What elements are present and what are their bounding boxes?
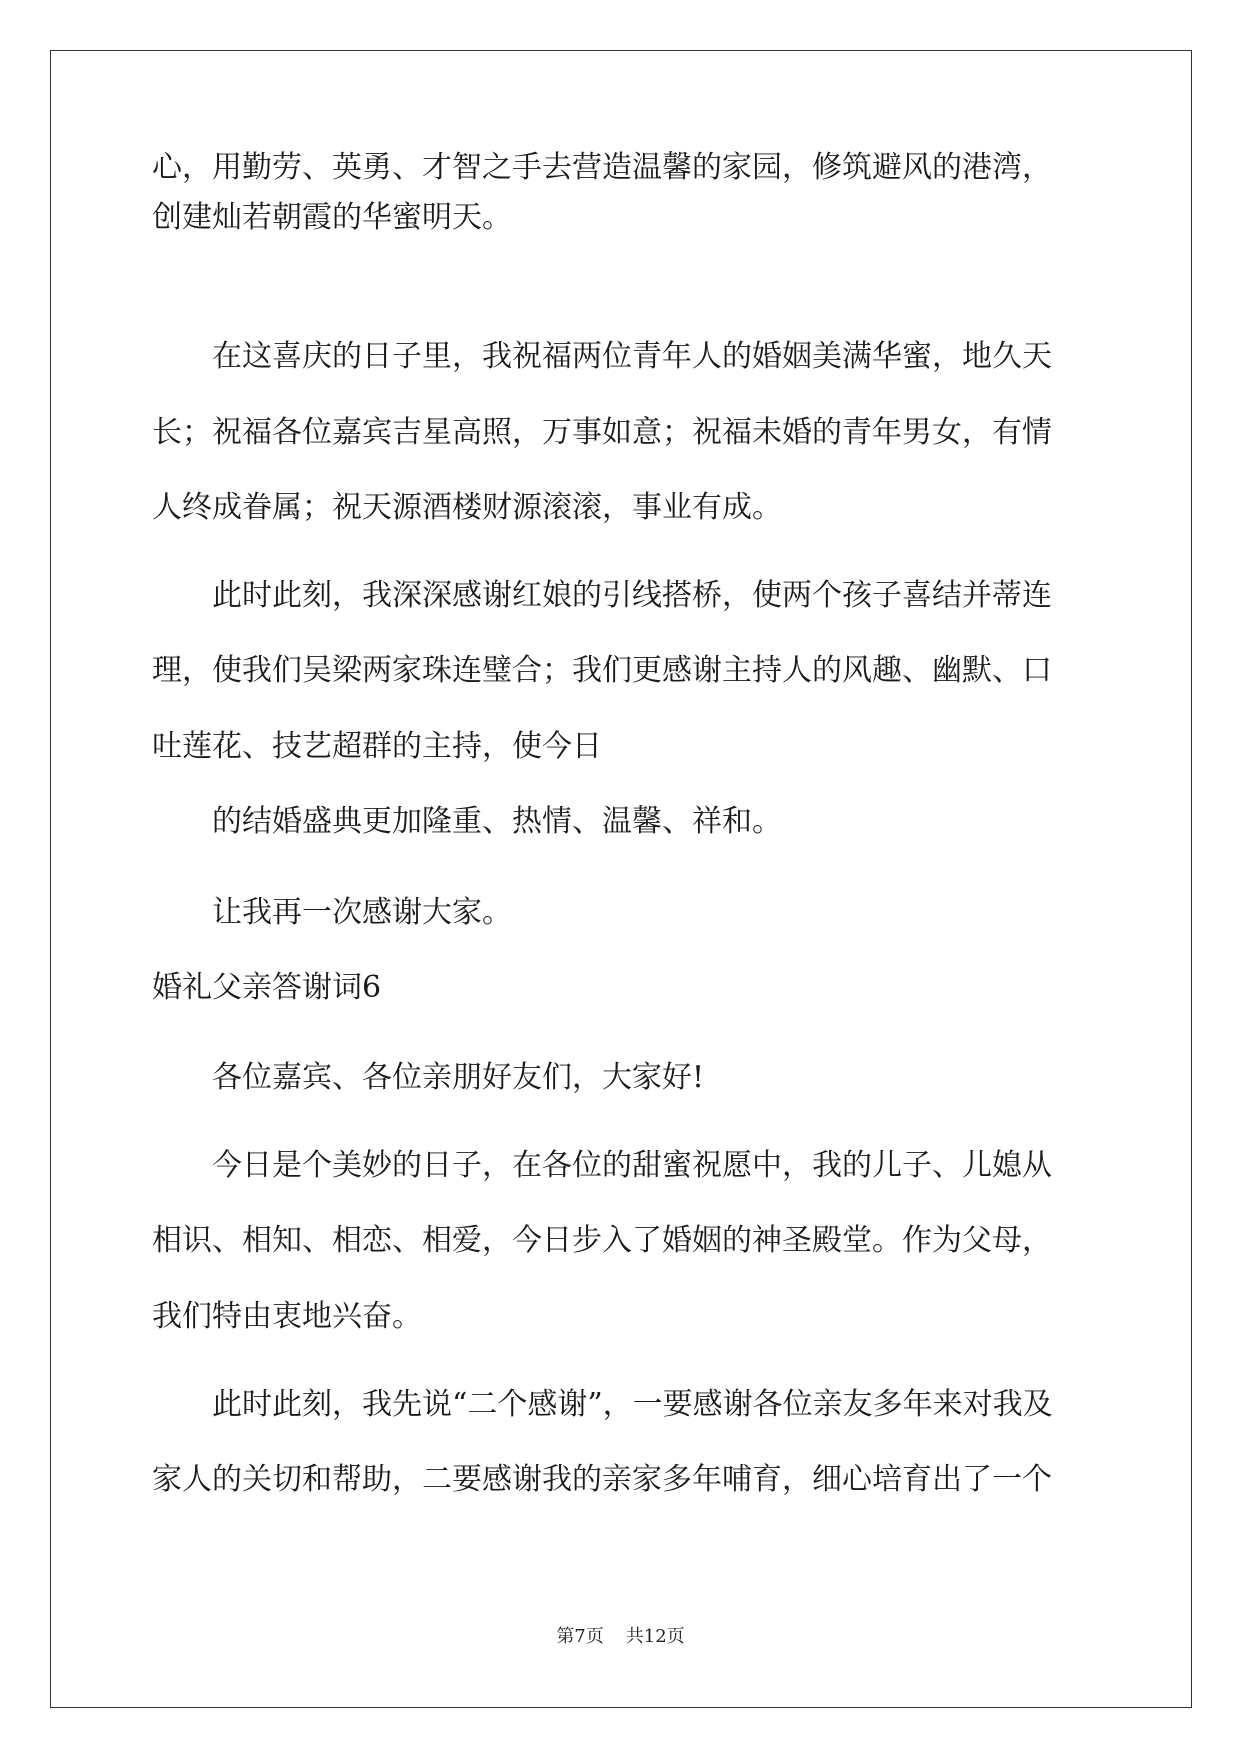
text-line: 创建灿若朝霞的华蜜明天。 [152,200,512,235]
page-number: 第7页 [556,1626,604,1647]
text-line: 长；祝福各位嘉宾吉星高照，万事如意；祝福未婚的青年男女，有情 [152,415,1052,450]
page-footer [0,1625,1241,1649]
text-line: 此时此刻，我先说“二个感谢”，一要感谢各位亲友多年来对我及 [212,1387,1053,1422]
section-heading: 婚礼父亲答谢词6 [152,970,382,1005]
text-line: 相识、相知、相恋、相爱，今日步入了婚姻的神圣殿堂。作为父母， [152,1223,1052,1258]
text-line: 此时此刻，我深深感谢红娘的引线搭桥，使两个孩子喜结并蒂连 [212,578,1052,613]
text-line: 吐莲花、技艺超群的主持，使今日 [152,729,602,764]
text-line: 人终成眷属；祝天源酒楼财源滚滚，事业有成。 [152,490,782,525]
text-line: 家人的关切和帮助，二要感谢我的亲家多年哺育，细心培育出了一个 [152,1462,1052,1497]
text-line: 理，使我们吴梁两家珠连璧合；我们更感谢主持人的风趣、幽默、口 [152,653,1052,688]
text-line: 各位嘉宾、各位亲朋好友们，大家好! [212,1060,705,1095]
text-line: 今日是个美妙的日子，在各位的甜蜜祝愿中，我的儿子、儿媳从 [212,1148,1052,1183]
text-line: 让我再一次感谢大家。 [212,895,512,930]
text-line: 的结婚盛典更加隆重、热情、温馨、祥和。 [212,804,782,839]
text-line: 心，用勤劳、英勇、才智之手去营造温馨的家园，修筑避风的港湾， [152,150,1052,185]
text-line: 我们特由衷地兴奋。 [152,1299,422,1334]
page-count: 共12页 [625,1626,685,1647]
text-line: 在这喜庆的日子里，我祝福两位青年人的婚姻美满华蜜，地久天 [212,339,1052,374]
